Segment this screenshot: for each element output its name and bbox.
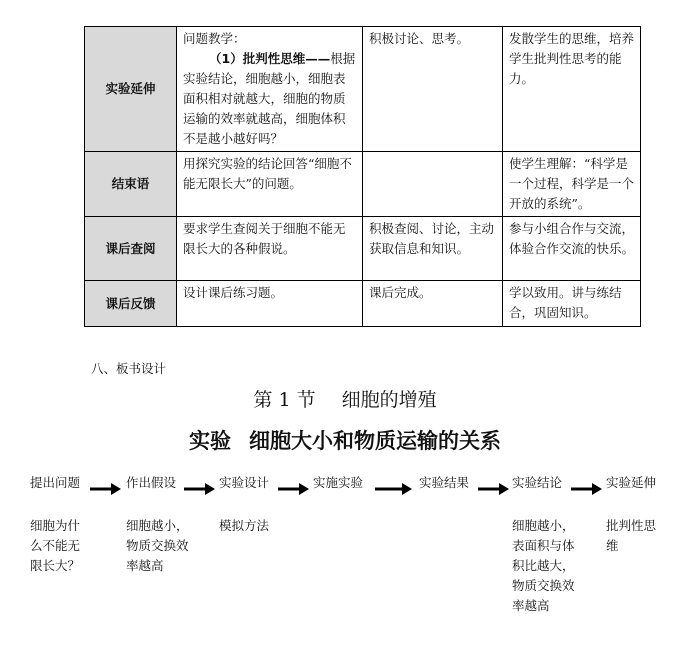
flow-step: 实验结果 [419,475,470,490]
teacher-activity-cell [177,27,363,152]
experiment-title [0,425,690,455]
teacher-activity-cell: 用探究实验的结论回答“细胞不能无限长大”的问题。 [177,152,363,217]
section-heading: 八、板书设计 [91,361,167,376]
section-title: 细胞的增殖 [341,389,437,411]
teacher-intro: 问题教学： [183,31,246,46]
flow-step: 实验结论 [512,475,563,490]
flow-step: 作出假设 [126,475,177,490]
arrow-icon [375,482,413,496]
arrow-icon [278,482,310,496]
arrow-icon [90,482,122,496]
row-label: 结束语 [85,152,177,217]
flow-step: 实验延伸 [606,475,657,490]
flow-step: 实验设计 [219,475,270,490]
lesson-plan-table [84,26,641,327]
table-row [85,217,641,281]
row-label: 课后查阅 [85,217,177,281]
teacher-text: 根据实验结论，细胞越小，细胞表面积相对就越大，细胞的物质运输的效率就越高，细胞体积不是越小越好吗？ [183,51,356,146]
flow-step: 实施实验 [313,475,364,490]
row-label: 实验延伸 [85,27,177,152]
teacher-activity-cell: 设计课后练习题。 [177,281,363,327]
arrow-icon [184,482,216,496]
critical-thinking-subheading: （1）批判性思维—— [209,51,331,66]
design-note: 模拟方法 [219,518,270,533]
experiment-name: 细胞大小和物质运输的关系 [249,429,501,453]
flow-step: 提出问题 [30,475,81,490]
student-activity-cell [363,152,503,217]
hypothesis-note: 细胞越小，物质交换效率越高 [126,518,189,573]
table-row [85,281,641,327]
table-row [85,27,641,152]
purpose-cell: 使学生理解：“科学是一个过程，科学是一个开放的系统”。 [503,152,641,217]
arrow-icon [571,482,603,496]
student-activity-cell: 积极讨论、思考。 [363,27,503,152]
purpose-cell: 参与小组合作与交流，体验合作交流的快乐。 [503,217,641,281]
purpose-cell: 学以致用。讲与练结合，巩固知识。 [503,281,641,327]
teacher-activity-cell: 要求学生查阅关于细胞不能无限长大的各种假说。 [177,217,363,281]
board-section-title [0,385,690,412]
section-number: 第 1 节 [253,389,316,411]
purpose-cell: 发散学生的思维，培养学生批判性思考的能力。 [503,27,641,152]
student-activity-cell: 积极查阅、讨论，主动获取信息和知识。 [363,217,503,281]
row-label: 课后反馈 [85,281,177,327]
table-row [85,152,641,217]
extension-note: 批判性思维 [606,518,657,553]
question-note: 细胞为什么不能无限长大？ [30,518,81,573]
student-activity-cell: 课后完成。 [363,281,503,327]
experiment-label: 实验 [189,429,231,453]
conclusion-note: 细胞越小，表面积与体积比越大，物质交换效率越高 [512,518,575,613]
arrow-icon [478,482,510,496]
